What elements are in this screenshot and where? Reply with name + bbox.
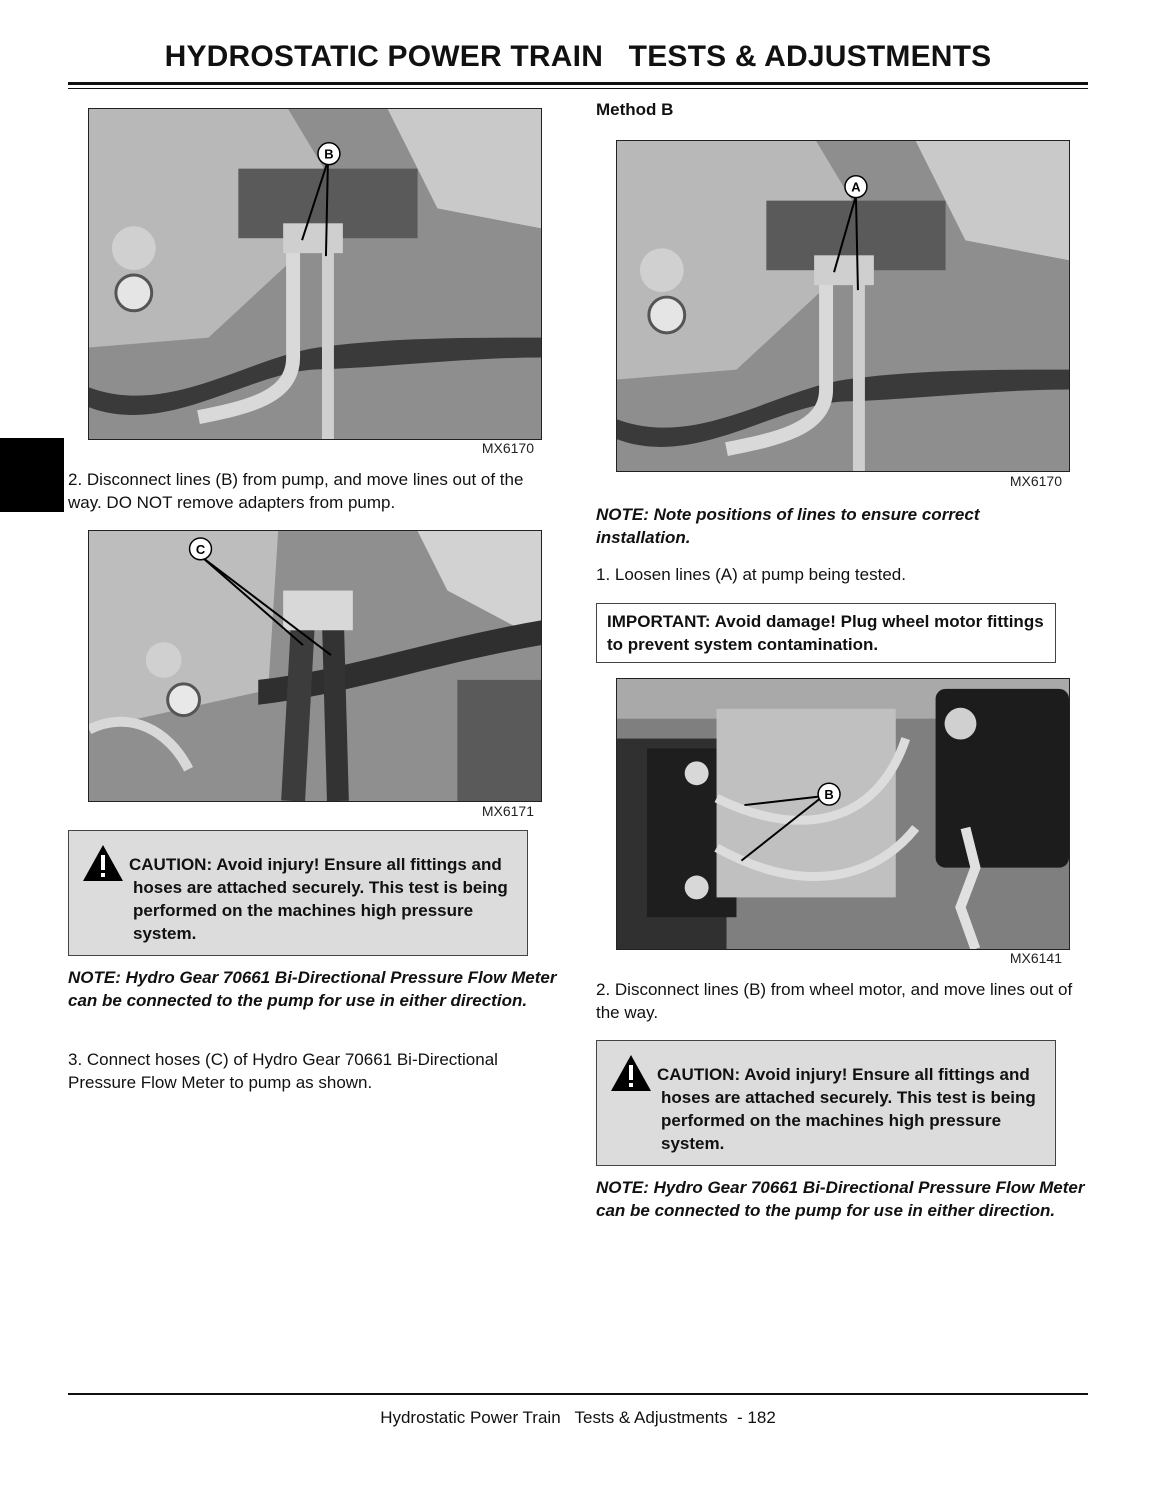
section-heading: Method B <box>596 100 674 119</box>
note-text: NOTE: Note positions of lines to ensure correct installation. <box>596 505 980 547</box>
photo-wheel-motor-lines-b <box>616 678 1070 950</box>
step-2-text: 2. Disconnect lines (B) from wheel motor, and move lines out of the way. <box>596 980 1073 1022</box>
caution-box <box>68 830 528 956</box>
photo-pump-lines-b <box>88 108 542 440</box>
warning-triangle-icon <box>609 1053 653 1093</box>
callout-label: B <box>324 146 334 162</box>
figure-id: MX6171 <box>481 803 534 819</box>
step-2-text: 2. Disconnect lines (B) from pump, and move lines out of the way. DO NOT remove adapters from pump. <box>68 470 524 512</box>
section-tab <box>0 438 64 512</box>
photo-pump-lines-a <box>616 140 1070 472</box>
photo-hoses-c <box>88 530 542 802</box>
caution-text: CAUTION: Avoid injury! Ensure all fittings and hoses are attached securely. This test is being performed on the machines high pressure system. <box>657 1065 1036 1153</box>
figure-id: MX6170 <box>481 440 534 456</box>
note-text: NOTE: Hydro Gear 70661 Bi-Directional Pressure Flow Meter can be connected to the pump for use in either direction. <box>68 968 557 1010</box>
caution-box <box>596 1040 1056 1166</box>
page-title: HYDROSTATIC POWER TRAIN TESTS & ADJUSTMENTS <box>164 40 992 73</box>
page-footer: Hydrostatic Power Train Tests & Adjustments - 182 <box>380 1408 776 1427</box>
header-rule-thin <box>68 88 1088 89</box>
callout-label: A <box>851 179 861 195</box>
warning-triangle-icon <box>81 843 125 883</box>
important-box: IMPORTANT: Avoid damage! Plug wheel motor fittings to prevent system contamination. <box>596 603 1056 663</box>
header-rule <box>68 82 1088 85</box>
footer-rule <box>68 1393 1088 1395</box>
figure-id: MX6170 <box>1009 473 1062 489</box>
step-3-text: 3. Connect hoses (C) of Hydro Gear 70661 Bi-Directional Pressure Flow Meter to pump as shown. <box>68 1050 498 1092</box>
step-1-text: 1. Loosen lines (A) at pump being tested. <box>596 565 906 584</box>
callout-label: C <box>195 541 206 557</box>
callout-label: B <box>824 787 834 803</box>
figure-id: MX6141 <box>1009 950 1062 966</box>
caution-text: CAUTION: Avoid injury! Ensure all fittings and hoses are attached securely. This test is being performed on the machines high pressure system. <box>129 855 508 943</box>
note-text: NOTE: Hydro Gear 70661 Bi-Directional Pressure Flow Meter can be connected to the pump for use in either direction. <box>596 1178 1085 1220</box>
